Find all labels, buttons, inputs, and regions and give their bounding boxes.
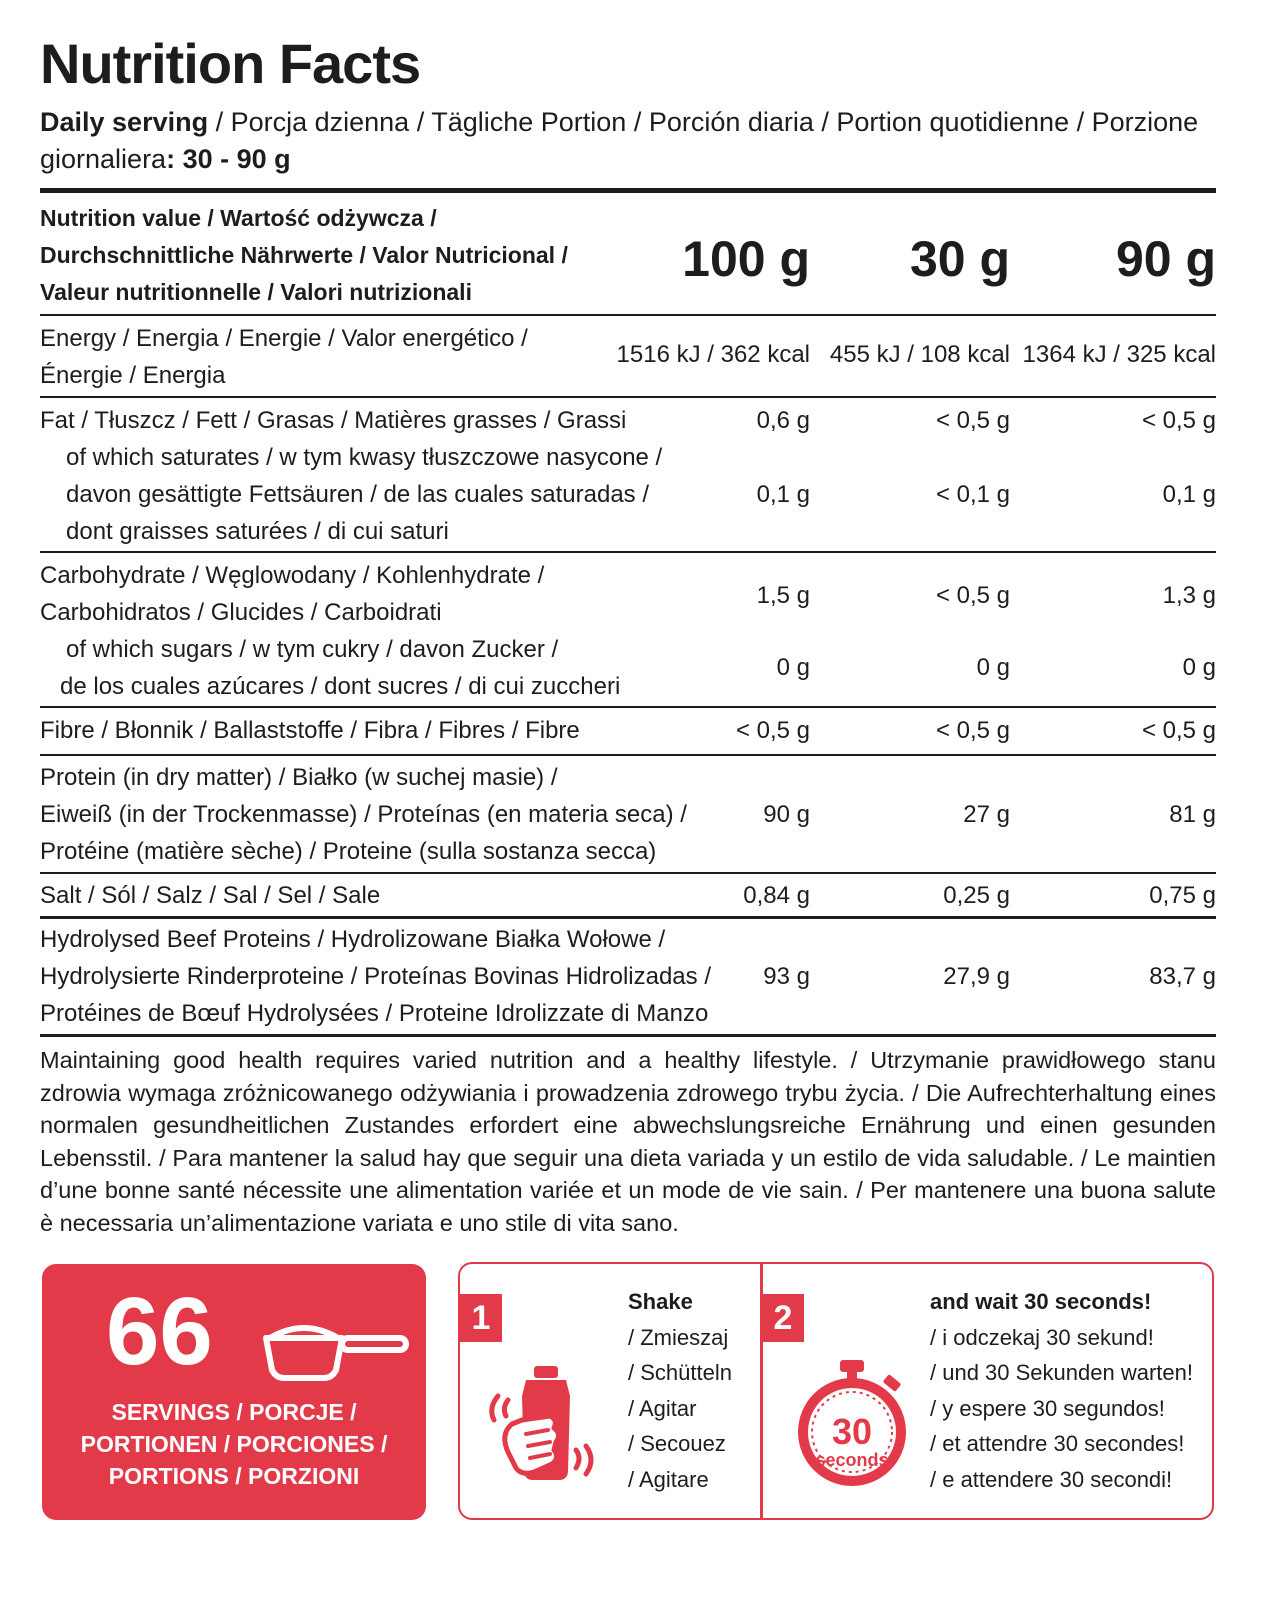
- row-label: [40, 759, 687, 870]
- column-header-100g: 100 g: [682, 231, 810, 287]
- value-90g: 1,3 g: [1162, 582, 1216, 609]
- row-label-line: of which saturates / w tym kwasy tłuszczowe nasycone /: [66, 444, 663, 471]
- value-30g: 0 g: [976, 654, 1010, 681]
- servings-label-line: PORTIONS / PORZIONI: [108, 1463, 360, 1489]
- page-title: Nutrition Facts: [40, 32, 421, 95]
- health-disclaimer: Maintaining good health requires varied nutrition and a healthy lifestyle. / Utrzymanie prawidłowego stanu zdrowia wymaga zróżnicowanego odżywiania i prowadzenia zdrowego trybu życia. / Die Aufrechterhaltung eines normalen gesundheitlichen Zustandes erfordert eine abwechslungsreiche Ernährung und einen gesunden Lebensstil. / Para mantener la salud hay que seguir una dieta variada y un estilo de vida saludable. / Le maintien d’une bonne santé nécessite une alimentation variée et un mode de vie sain. / Per mantenere una buona salute è necessaria un’alimentazione variata e uno stile di vita sano.: [40, 1047, 1216, 1236]
- value-90g: < 0,5 g: [1141, 717, 1216, 744]
- step-number-badge: 1: [460, 1294, 502, 1342]
- row-label-line: Protéine (matière sèche) / Proteine (sulla sostanza secca): [40, 838, 657, 865]
- row-label-line: Hydrolysed Beef Proteins / Hydrolizowane Białka Wołowe /: [40, 926, 666, 953]
- row-label: Fibre / Błonnik / Ballaststoffe / Fibra / Fibres / Fibre: [40, 717, 580, 744]
- value-100g: 1,5 g: [756, 582, 810, 609]
- row-label: [40, 320, 528, 394]
- row-label-line: Carbohydrate / Węglowodany / Kohlenhydrate /: [40, 562, 545, 589]
- header-label-line: Valeur nutritionnelle / Valori nutrizionali: [40, 279, 472, 305]
- row-label: Fat / Tłuszcz / Fett / Grasas / Matières grasses / Grassi: [40, 407, 627, 434]
- column-header-30g: 30 g: [909, 231, 1010, 287]
- row-label-line: Protéines de Bœuf Hydrolysées / Proteine Idrolizzate di Manzo: [40, 1000, 709, 1027]
- row-label-line: dont graisses saturées / di cui saturi: [66, 518, 449, 545]
- value-90g: 0,75 g: [1149, 882, 1216, 909]
- step-translation: / Zmieszaj: [628, 1324, 729, 1350]
- value-100g: 0,6 g: [756, 407, 810, 434]
- table-row-salt: [40, 872, 1216, 918]
- table-row-carbohydrate: [40, 551, 1216, 706]
- row-label-line: Hydrolysierte Rinderproteine / Proteínas Bovinas Hidrolizadas /: [40, 963, 711, 990]
- table-bottom-divider: [40, 1034, 1216, 1037]
- servings-label-line: PORTIONEN / PORCIONES /: [80, 1431, 388, 1457]
- column-header-90g: 90 g: [1115, 231, 1216, 287]
- step-translation: / und 30 Sekunden warten!: [930, 1360, 1193, 1385]
- table-row-fibre: [40, 706, 1216, 754]
- stopwatch-icon: [792, 1356, 912, 1496]
- step-1-text: [628, 1284, 732, 1497]
- servings-label-line: SERVINGS / PORCJE /: [111, 1399, 357, 1425]
- value-90g: < 0,5 g: [1141, 407, 1216, 434]
- row-label-line: Eiweiß (in der Trockenmasse) / Proteínas (en materia seca) /: [40, 801, 687, 828]
- servings-count: 66: [106, 1278, 213, 1385]
- value-100g: 0 g: [776, 654, 810, 681]
- row-label-line: Énergie / Energia: [40, 362, 226, 389]
- value-30g: < 0,1 g: [935, 481, 1010, 508]
- value-90g: 0,1 g: [1162, 481, 1216, 508]
- value-90g: 81 g: [1169, 801, 1216, 828]
- step-heading: and wait 30 seconds!: [930, 1289, 1152, 1314]
- step-translation: / Agitar: [628, 1395, 697, 1421]
- step-translation: / Schütteln: [628, 1360, 732, 1385]
- scoop-icon: [262, 1314, 412, 1384]
- row-label-line: de los cuales azúcares / dont sucres / di cui zuccheri: [60, 673, 621, 700]
- value-90g: 0 g: [1182, 654, 1216, 681]
- row-label-line: Energy / Energia / Energie / Valor energético /: [40, 325, 528, 352]
- table-header: [40, 200, 1216, 312]
- servings-label: [42, 1396, 426, 1492]
- value-30g: < 0,5 g: [935, 407, 1010, 434]
- timer-word: seconds: [815, 1450, 889, 1470]
- row-label: [40, 557, 544, 631]
- row-label-line: Protein (in dry matter) / Białko (w suchej masie) /: [40, 764, 558, 791]
- row-label-line: davon gesättigte Fettsäuren / de las cuales saturadas /: [66, 481, 650, 508]
- step-translation: / e attendere 30 secondi!: [930, 1466, 1173, 1492]
- sub-row-label-sugars: [60, 631, 621, 705]
- header-label-line: Nutrition value / Wartość odżywcza /: [40, 205, 437, 231]
- value-100g: 90 g: [763, 801, 810, 828]
- value-30g: 455 kJ / 108 kcal: [829, 341, 1010, 368]
- value-30g: < 0,5 g: [935, 582, 1010, 609]
- step-heading: Shake: [628, 1289, 693, 1314]
- value-30g: < 0,5 g: [935, 717, 1010, 744]
- row-label: Salt / Sól / Salz / Sal / Sel / Sale: [40, 882, 381, 909]
- table-row-energy: [40, 314, 1216, 396]
- table-row-hydrolysed-beef-proteins: [40, 916, 1216, 1034]
- step-translation: / Agitare: [628, 1466, 709, 1492]
- step-translation: / y espere 30 segundos!: [930, 1395, 1165, 1421]
- value-100g: 1516 kJ / 362 kcal: [616, 341, 810, 368]
- value-90g: 83,7 g: [1149, 963, 1216, 990]
- header-label-line: Durchschnittliche Nährwerte / Valor Nutricional /: [40, 242, 568, 268]
- daily-serving: [40, 104, 1240, 178]
- row-label-line: of which sugars / w tym cukry / davon Zucker /: [66, 636, 559, 663]
- serving-amount: : 30 - 90 g: [166, 144, 291, 174]
- step-translation: / Secouez: [628, 1431, 726, 1456]
- value-100g: < 0,5 g: [735, 717, 810, 744]
- serving-label: Daily serving: [40, 107, 209, 137]
- value-100g: 0,1 g: [756, 481, 810, 508]
- step-2-text: [930, 1284, 1193, 1497]
- value-30g: 27,9 g: [943, 963, 1010, 990]
- value-100g: 0,84 g: [743, 882, 810, 909]
- nutrition-value-label: [40, 200, 568, 311]
- table-row-protein: [40, 754, 1216, 872]
- step-number-badge: 2: [762, 1294, 804, 1342]
- value-30g: 0,25 g: [943, 882, 1010, 909]
- timer-number: 30: [831, 1411, 873, 1452]
- preparation-steps: [458, 1262, 1214, 1520]
- table-row-fat: [40, 396, 1216, 551]
- value-90g: 1364 kJ / 325 kcal: [1022, 341, 1216, 368]
- row-label: [40, 921, 711, 1032]
- sub-row-label-saturates: [66, 439, 662, 550]
- value-30g: 27 g: [963, 801, 1010, 828]
- row-label-line: Carbohidratos / Glucides / Carboidrati: [40, 599, 442, 626]
- value-100g: 93 g: [763, 963, 810, 990]
- servings-panel: [42, 1264, 426, 1520]
- step-translation: / i odczekaj 30 sekund!: [930, 1324, 1154, 1350]
- header-divider: [40, 188, 1216, 193]
- shaker-icon: [482, 1360, 602, 1488]
- serving-translations: / Porcja dzienna / Tägliche Portion / Porción diaria / Portion quotidienne / Porzione giornaliera: [40, 107, 1199, 174]
- step-translation: / et attendre 30 secondes!: [930, 1431, 1185, 1456]
